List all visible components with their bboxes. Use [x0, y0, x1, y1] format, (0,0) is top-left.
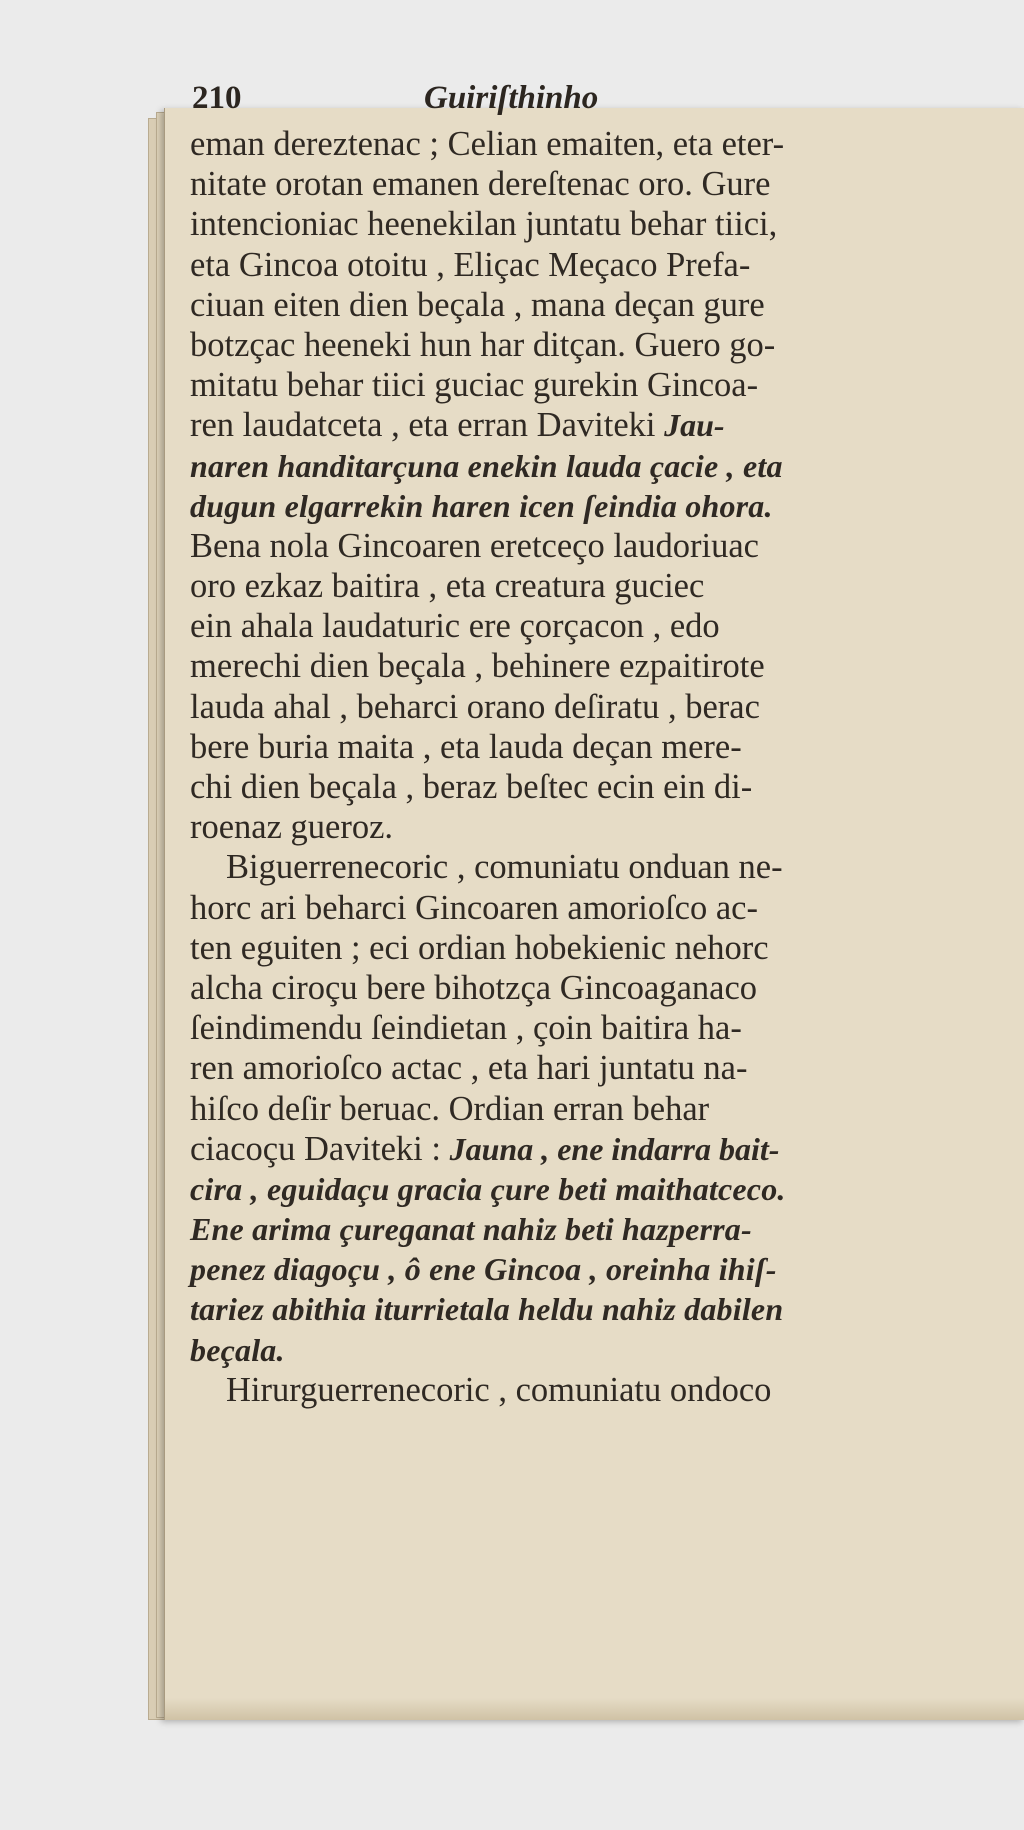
text-line	[190, 405, 1010, 445]
text-roman: ren laudatceta , eta erran Daviteki	[190, 406, 665, 445]
text-line: Bena nola Gincoaren eretceço laudoriuac	[190, 526, 759, 565]
text-line: ein ahala laudaturic ere çorçacon , edo	[190, 607, 720, 646]
text-line: lauda ahal , beharci orano deſiratu , berac	[190, 687, 760, 726]
text-line	[190, 1129, 1010, 1169]
text-line: oro ezkaz baitira , eta creatura guciec	[190, 567, 705, 606]
text-line: ſeindimendu ſeindietan , çoin baitira ha-	[190, 1009, 742, 1048]
text-line: Biguerrenecoric , comuniatu onduan ne-	[226, 848, 783, 887]
text-line: Hirurguerrenecoric , comuniatu ondoco	[226, 1370, 772, 1409]
body-text	[190, 124, 1010, 1410]
text-line: ciuan eiten dien beçala , mana deçan gure	[190, 285, 765, 324]
text-line: bere buria maita , eta lauda deçan mere-	[190, 727, 742, 766]
text-line: roenaz gueroz.	[190, 808, 394, 847]
text-roman: ciacoçu Daviteki :	[190, 1129, 450, 1168]
text-line: ten eguiten ; eci ordian hobekienic nehorc	[190, 928, 769, 967]
text-line: horc ari beharci Gincoaren amorioſco ac-	[190, 888, 758, 927]
text-line: tariez abithia iturrietala heldu nahiz dabilen	[190, 1291, 784, 1328]
text-line: merechi dien beçala , behinere ezpaitirote	[190, 647, 765, 686]
text-line: chi dien beçala , beraz beſtec ecin ein di-	[190, 768, 753, 806]
text-line: cira , eguidaçu gracia çure beti maithatceco.	[190, 1170, 786, 1207]
text-line: hiſco deſir beruac. Ordian erran behar	[190, 1089, 710, 1128]
page-number: 210	[192, 80, 242, 116]
text-line: eta Gincoa otoitu , Eliçac Meçaco Prefa-	[190, 245, 751, 284]
text-line: ren amorioſco actac , eta hari juntatu na-	[190, 1049, 748, 1088]
text-line: intencioniac heenekilan juntatu behar tiici,	[190, 205, 778, 244]
text-line: eman dereztenac ; Celian emaiten, eta eter-	[190, 125, 785, 163]
text-line: alcha ciroçu bere bihotzça Gincoaganaco	[190, 968, 758, 1007]
text-line: penez diagoçu , ô ene Gincoa , oreinha ihiſ-	[190, 1251, 777, 1288]
text-line: nitate orotan emanen dereſtenac oro. Gure	[190, 165, 771, 204]
text-italic: Jau-	[664, 407, 725, 444]
text-line: naren handitarçuna enekin lauda çacie , eta	[190, 447, 783, 484]
text-line: mitatu behar tiici guciac gurekin Gincoa-	[190, 366, 759, 405]
running-head: Guiriſthinho	[424, 80, 599, 116]
text-line: Ene arima çureganat nahiz beti hazperra-	[190, 1211, 752, 1248]
text-line: botzçac heeneki hun har ditçan. Guero go-	[190, 325, 776, 364]
text-italic: Jauna , ene indarra bait-	[449, 1130, 780, 1167]
text-line: beçala.	[190, 1331, 285, 1368]
text-line: dugun elgarrekin haren icen ſeindia ohora.	[190, 487, 773, 524]
